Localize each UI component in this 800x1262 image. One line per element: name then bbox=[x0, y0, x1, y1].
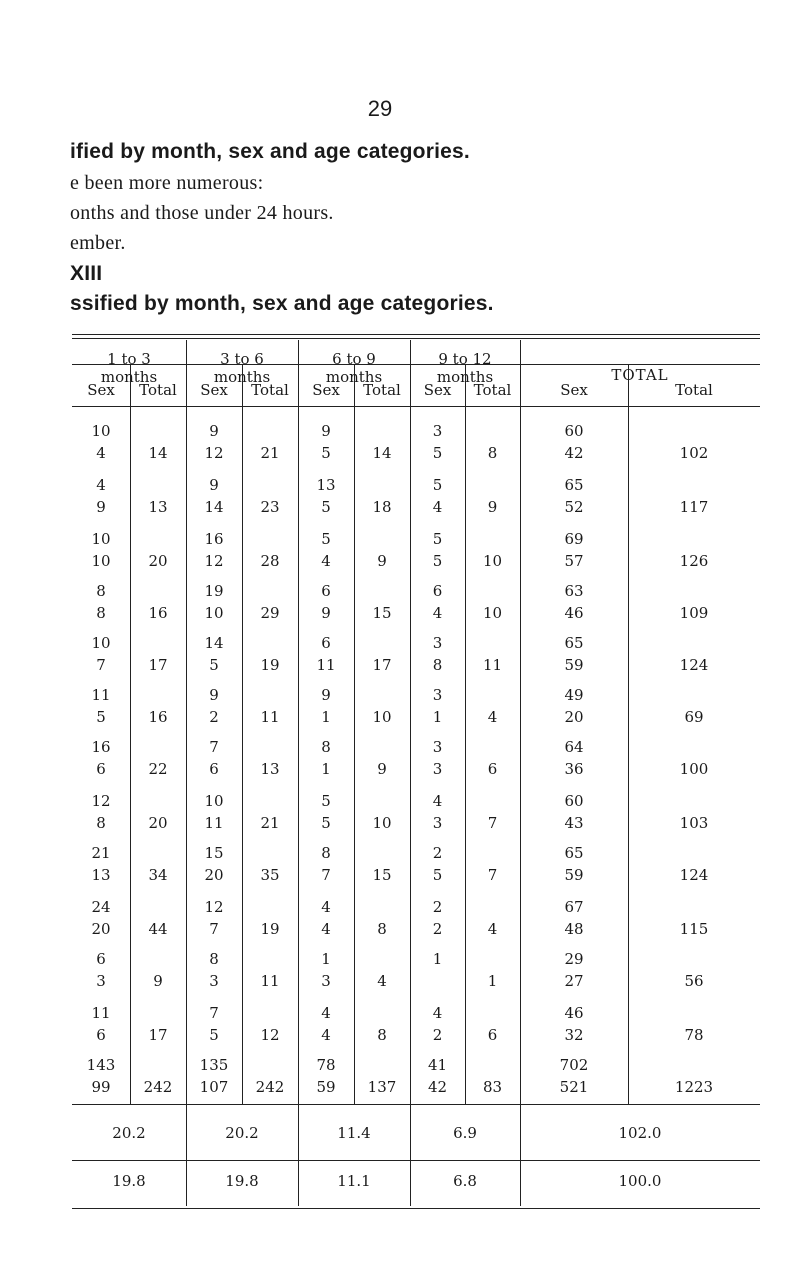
sex-value-male: 4 bbox=[321, 898, 331, 916]
total-value: 15 bbox=[372, 866, 392, 884]
group-header-line2: months bbox=[213, 368, 271, 386]
sex-value-female: 20 bbox=[91, 920, 111, 938]
sex-value-male: 64 bbox=[564, 738, 584, 756]
sex-value-male: 4 bbox=[432, 792, 443, 810]
sex-value-female: 48 bbox=[564, 920, 584, 938]
sex-value-female: 12 bbox=[204, 552, 224, 570]
sex-value-female: 14 bbox=[204, 498, 224, 516]
sex-value-female: 5 bbox=[432, 866, 443, 884]
sex-value-female: 3 bbox=[96, 972, 106, 990]
total-value: 15 bbox=[372, 604, 392, 622]
group-header-line1: 6 to 9 bbox=[332, 350, 376, 368]
sex-value-male: 9 bbox=[321, 422, 331, 440]
sex-value-male: 9 bbox=[209, 476, 219, 494]
total-value: 11 bbox=[260, 708, 280, 726]
total-value: 115 bbox=[679, 920, 709, 938]
column-subheader: Total bbox=[473, 381, 512, 399]
sex-value-female: 10 bbox=[91, 552, 111, 570]
sex-value-male: 46 bbox=[564, 1004, 584, 1022]
total-value: 8 bbox=[487, 444, 498, 462]
total-value: 12 bbox=[260, 1026, 280, 1044]
group-header-line2: TOTAL bbox=[611, 366, 669, 384]
total-value: 137 bbox=[367, 1078, 397, 1096]
total-value: 1223 bbox=[674, 1078, 714, 1096]
total-value: 13 bbox=[148, 498, 168, 516]
summary-value: 11.1 bbox=[337, 1172, 371, 1190]
sex-value-male: 24 bbox=[91, 898, 111, 916]
sex-value-female: 99 bbox=[91, 1078, 111, 1096]
sex-value-male: 6 bbox=[321, 634, 331, 652]
sex-value-male: 5 bbox=[432, 476, 443, 494]
total-value: 4 bbox=[487, 920, 498, 938]
sex-value-female: 8 bbox=[96, 814, 106, 832]
column-subheader: Sex bbox=[312, 381, 340, 399]
total-value: 9 bbox=[377, 760, 387, 778]
total-value: 4 bbox=[377, 972, 387, 990]
sex-value-female: 32 bbox=[564, 1026, 584, 1044]
sex-value-male: 29 bbox=[564, 950, 584, 968]
total-value: 16 bbox=[148, 604, 168, 622]
header-divider bbox=[72, 364, 760, 365]
table-bottom-rule bbox=[72, 1208, 760, 1209]
column-subheader: Sex bbox=[423, 381, 452, 399]
sex-value-male: 10 bbox=[91, 530, 111, 548]
sex-total-separator bbox=[130, 364, 131, 1104]
sex-value-female: 5 bbox=[96, 708, 106, 726]
total-value: 21 bbox=[260, 814, 280, 832]
total-value: 14 bbox=[148, 444, 168, 462]
total-value: 19 bbox=[260, 656, 280, 674]
sex-value-male: 21 bbox=[91, 844, 111, 862]
total-value: 17 bbox=[148, 1026, 168, 1044]
sex-value-male: 5 bbox=[321, 530, 331, 548]
sex-total-separator bbox=[465, 364, 466, 1104]
sex-value-female: 10 bbox=[204, 604, 224, 622]
sex-value-male: 60 bbox=[564, 792, 584, 810]
total-value: 103 bbox=[679, 814, 709, 832]
column-subheader: Total bbox=[363, 381, 401, 399]
total-value: 35 bbox=[260, 866, 280, 884]
sex-value-female: 5 bbox=[209, 1026, 219, 1044]
column-subheader: Sex bbox=[87, 381, 115, 399]
sex-value-male: 2 bbox=[432, 844, 443, 862]
sex-value-female: 8 bbox=[432, 656, 443, 674]
total-value: 10 bbox=[482, 604, 503, 622]
sex-value-female: 5 bbox=[321, 444, 331, 462]
summary-value: 19.8 bbox=[112, 1172, 146, 1190]
sex-value-male: 15 bbox=[204, 844, 224, 862]
subheader-divider bbox=[72, 406, 760, 407]
sex-value-female: 1 bbox=[432, 708, 443, 726]
sex-value-male: 3 bbox=[432, 686, 443, 704]
sex-value-male: 8 bbox=[96, 582, 106, 600]
sex-value-female: 4 bbox=[321, 552, 331, 570]
total-value: 7 bbox=[487, 866, 498, 884]
sex-value-male: 41 bbox=[427, 1056, 448, 1074]
sex-value-female: 1 bbox=[321, 760, 331, 778]
sex-value-male: 5 bbox=[321, 792, 331, 810]
summary-value: 100.0 bbox=[618, 1172, 662, 1190]
sex-value-female: 43 bbox=[564, 814, 584, 832]
sex-value-female: 42 bbox=[564, 444, 584, 462]
sex-value-male: 11 bbox=[91, 686, 111, 704]
sex-value-male: 8 bbox=[321, 844, 331, 862]
total-value: 17 bbox=[372, 656, 392, 674]
total-value: 28 bbox=[260, 552, 280, 570]
table-caption: ssified by month, sex and age categories. bbox=[70, 292, 494, 315]
summary-value: 6.8 bbox=[453, 1172, 477, 1190]
sex-value-female: 20 bbox=[564, 708, 584, 726]
sex-value-female: 3 bbox=[432, 760, 443, 778]
sex-value-male: 4 bbox=[432, 1004, 443, 1022]
sex-value-female: 4 bbox=[321, 920, 331, 938]
sex-value-female: 9 bbox=[96, 498, 106, 516]
total-value: 100 bbox=[679, 760, 709, 778]
sex-value-male: 63 bbox=[564, 582, 584, 600]
sex-value-male: 10 bbox=[91, 422, 111, 440]
summary-value: 20.2 bbox=[112, 1124, 146, 1142]
sex-value-female: 3 bbox=[432, 814, 443, 832]
sex-value-male: 3 bbox=[432, 634, 443, 652]
total-value: 10 bbox=[372, 708, 392, 726]
heading-line-1: ified by month, sex and age categories. bbox=[70, 140, 470, 163]
sex-value-male: 19 bbox=[204, 582, 224, 600]
sex-value-female: 20 bbox=[204, 866, 224, 884]
sex-value-female: 52 bbox=[564, 498, 584, 516]
total-value: 117 bbox=[679, 498, 709, 516]
sex-value-female: 59 bbox=[564, 866, 584, 884]
group-header-line2: months bbox=[100, 368, 158, 386]
text-line-3: onths and those under 24 hours. bbox=[70, 202, 334, 224]
sex-value-male: 7 bbox=[209, 1004, 219, 1022]
sex-value-male: 6 bbox=[432, 582, 443, 600]
group-header-line2: months bbox=[325, 368, 383, 386]
table-number: XIII bbox=[70, 262, 103, 285]
group-header-line2: months bbox=[436, 368, 494, 386]
sex-value-female: 7 bbox=[209, 920, 219, 938]
sex-total-separator bbox=[628, 364, 629, 1104]
total-value: 29 bbox=[260, 604, 280, 622]
total-value: 20 bbox=[148, 814, 168, 832]
page-number: 29 bbox=[367, 96, 393, 121]
sex-value-male: 12 bbox=[91, 792, 111, 810]
sex-value-male: 65 bbox=[564, 844, 584, 862]
group-header-line1: 9 to 12 bbox=[438, 350, 492, 368]
total-value: 9 bbox=[487, 498, 498, 516]
sex-value-male: 702 bbox=[559, 1056, 589, 1074]
group-header-line1: 1 to 3 bbox=[107, 350, 151, 368]
sex-value-male: 1 bbox=[321, 950, 331, 968]
total-value: 23 bbox=[260, 498, 280, 516]
total-value: 124 bbox=[679, 656, 709, 674]
total-value: 6 bbox=[487, 760, 498, 778]
sex-value-male: 16 bbox=[91, 738, 111, 756]
sex-value-male: 9 bbox=[321, 686, 331, 704]
total-value: 17 bbox=[148, 656, 168, 674]
sex-value-male: 12 bbox=[204, 898, 224, 916]
total-value: 6 bbox=[487, 1026, 498, 1044]
summary-value: 102.0 bbox=[618, 1124, 662, 1142]
total-value: 9 bbox=[153, 972, 163, 990]
sex-value-male: 9 bbox=[209, 686, 219, 704]
total-value: 124 bbox=[679, 866, 709, 884]
sex-value-male: 67 bbox=[564, 898, 584, 916]
sex-value-male: 60 bbox=[564, 422, 584, 440]
sex-value-male: 6 bbox=[321, 582, 331, 600]
sex-value-female: 9 bbox=[321, 604, 331, 622]
total-value: 11 bbox=[482, 656, 503, 674]
total-value: 126 bbox=[679, 552, 709, 570]
sex-value-male: 3 bbox=[432, 738, 443, 756]
total-value: 242 bbox=[255, 1078, 285, 1096]
total-value: 21 bbox=[260, 444, 280, 462]
total-value: 242 bbox=[143, 1078, 173, 1096]
sex-value-male: 13 bbox=[316, 476, 336, 494]
sex-value-female: 8 bbox=[96, 604, 106, 622]
sex-value-female: 36 bbox=[564, 760, 584, 778]
total-value: 102 bbox=[679, 444, 709, 462]
sex-value-female: 11 bbox=[316, 656, 336, 674]
column-subheader: Total bbox=[139, 381, 177, 399]
total-value: 10 bbox=[482, 552, 503, 570]
sex-value-female: 6 bbox=[96, 760, 106, 778]
sex-value-female: 5 bbox=[321, 498, 331, 516]
sex-value-male: 143 bbox=[86, 1056, 116, 1074]
sex-value-female: 107 bbox=[199, 1078, 229, 1096]
total-value: 78 bbox=[684, 1026, 704, 1044]
sex-value-male: 10 bbox=[204, 792, 224, 810]
total-value: 8 bbox=[377, 920, 387, 938]
total-value: 56 bbox=[684, 972, 704, 990]
sex-value-female: 4 bbox=[321, 1026, 331, 1044]
sex-value-female: 2 bbox=[432, 920, 443, 938]
total-value: 7 bbox=[487, 814, 498, 832]
sex-value-male: 1 bbox=[432, 950, 443, 968]
summary-value: 6.9 bbox=[453, 1124, 477, 1142]
sex-value-female: 59 bbox=[316, 1078, 336, 1096]
sex-value-female: 5 bbox=[432, 552, 443, 570]
column-subheader: Total bbox=[251, 381, 289, 399]
group-header-line1: 3 to 6 bbox=[220, 350, 264, 368]
sex-value-male: 14 bbox=[204, 634, 224, 652]
sex-value-female: 4 bbox=[432, 498, 443, 516]
total-value: 1 bbox=[487, 972, 498, 990]
sex-value-female: 7 bbox=[96, 656, 106, 674]
sex-value-female: 1 bbox=[321, 708, 331, 726]
sex-value-male: 16 bbox=[204, 530, 224, 548]
column-subheader: Sex bbox=[200, 381, 228, 399]
sex-total-separator bbox=[354, 364, 355, 1104]
total-value: 69 bbox=[684, 708, 704, 726]
total-value: 11 bbox=[260, 972, 280, 990]
sex-value-male: 4 bbox=[96, 476, 106, 494]
sex-value-female: 12 bbox=[204, 444, 224, 462]
total-value: 19 bbox=[260, 920, 280, 938]
sex-value-male: 135 bbox=[199, 1056, 229, 1074]
sex-value-female: 6 bbox=[209, 760, 219, 778]
total-value: 13 bbox=[260, 760, 280, 778]
sex-value-male: 65 bbox=[564, 476, 584, 494]
sex-total-separator bbox=[242, 364, 243, 1104]
sex-value-male: 11 bbox=[91, 1004, 111, 1022]
sex-value-male: 10 bbox=[91, 634, 111, 652]
sex-value-male: 8 bbox=[321, 738, 331, 756]
sex-value-male: 69 bbox=[564, 530, 584, 548]
sex-value-female: 2 bbox=[432, 1026, 443, 1044]
sex-value-male: 3 bbox=[432, 422, 443, 440]
total-value: 4 bbox=[487, 708, 498, 726]
sex-value-female: 4 bbox=[96, 444, 106, 462]
sex-value-female: 6 bbox=[96, 1026, 106, 1044]
sex-value-male: 4 bbox=[321, 1004, 331, 1022]
table-top-rule bbox=[72, 334, 760, 335]
summary-value: 20.2 bbox=[225, 1124, 259, 1142]
sex-value-female: 5 bbox=[432, 444, 443, 462]
total-value: 22 bbox=[148, 760, 168, 778]
total-value: 14 bbox=[372, 444, 392, 462]
sex-value-male: 8 bbox=[209, 950, 219, 968]
summary-value: 11.4 bbox=[337, 1124, 371, 1142]
sex-value-male: 9 bbox=[209, 422, 219, 440]
total-value: 83 bbox=[482, 1078, 503, 1096]
sex-value-female: 5 bbox=[321, 814, 331, 832]
sex-value-male: 6 bbox=[96, 950, 106, 968]
total-value: 44 bbox=[148, 920, 168, 938]
column-subheader: Total bbox=[675, 381, 713, 399]
sex-value-male: 2 bbox=[432, 898, 443, 916]
sex-value-female: 3 bbox=[209, 972, 219, 990]
sex-value-female: 27 bbox=[564, 972, 584, 990]
total-value: 9 bbox=[377, 552, 387, 570]
total-value: 8 bbox=[377, 1026, 387, 1044]
sex-value-female: 57 bbox=[564, 552, 584, 570]
sex-value-female: 521 bbox=[559, 1078, 589, 1096]
summary-divider bbox=[72, 1160, 760, 1161]
sex-value-female: 42 bbox=[427, 1078, 448, 1096]
total-value: 109 bbox=[679, 604, 709, 622]
sex-value-female: 2 bbox=[209, 708, 219, 726]
totals-divider bbox=[72, 1104, 760, 1105]
sex-value-male: 65 bbox=[564, 634, 584, 652]
sex-value-female: 11 bbox=[204, 814, 224, 832]
column-subheader: Sex bbox=[560, 381, 588, 399]
table-top-rule-2 bbox=[72, 338, 760, 339]
sex-value-male: 49 bbox=[564, 686, 584, 704]
sex-value-female: 59 bbox=[564, 656, 584, 674]
sex-value-male: 7 bbox=[209, 738, 219, 756]
summary-value: 19.8 bbox=[225, 1172, 259, 1190]
sex-value-female: 4 bbox=[432, 604, 443, 622]
total-value: 10 bbox=[372, 814, 392, 832]
sex-value-male: 5 bbox=[432, 530, 443, 548]
sex-value-female: 13 bbox=[91, 866, 111, 884]
text-line-2: e been more numerous: bbox=[70, 172, 264, 194]
sex-value-female: 46 bbox=[564, 604, 584, 622]
total-value: 20 bbox=[148, 552, 168, 570]
sex-value-female: 3 bbox=[321, 972, 331, 990]
total-value: 16 bbox=[148, 708, 168, 726]
total-value: 34 bbox=[148, 866, 168, 884]
sex-value-female: 5 bbox=[209, 656, 219, 674]
total-value: 18 bbox=[372, 498, 392, 516]
sex-value-male: 78 bbox=[316, 1056, 336, 1074]
text-line-4: ember. bbox=[70, 232, 126, 254]
sex-value-female: 7 bbox=[321, 866, 331, 884]
